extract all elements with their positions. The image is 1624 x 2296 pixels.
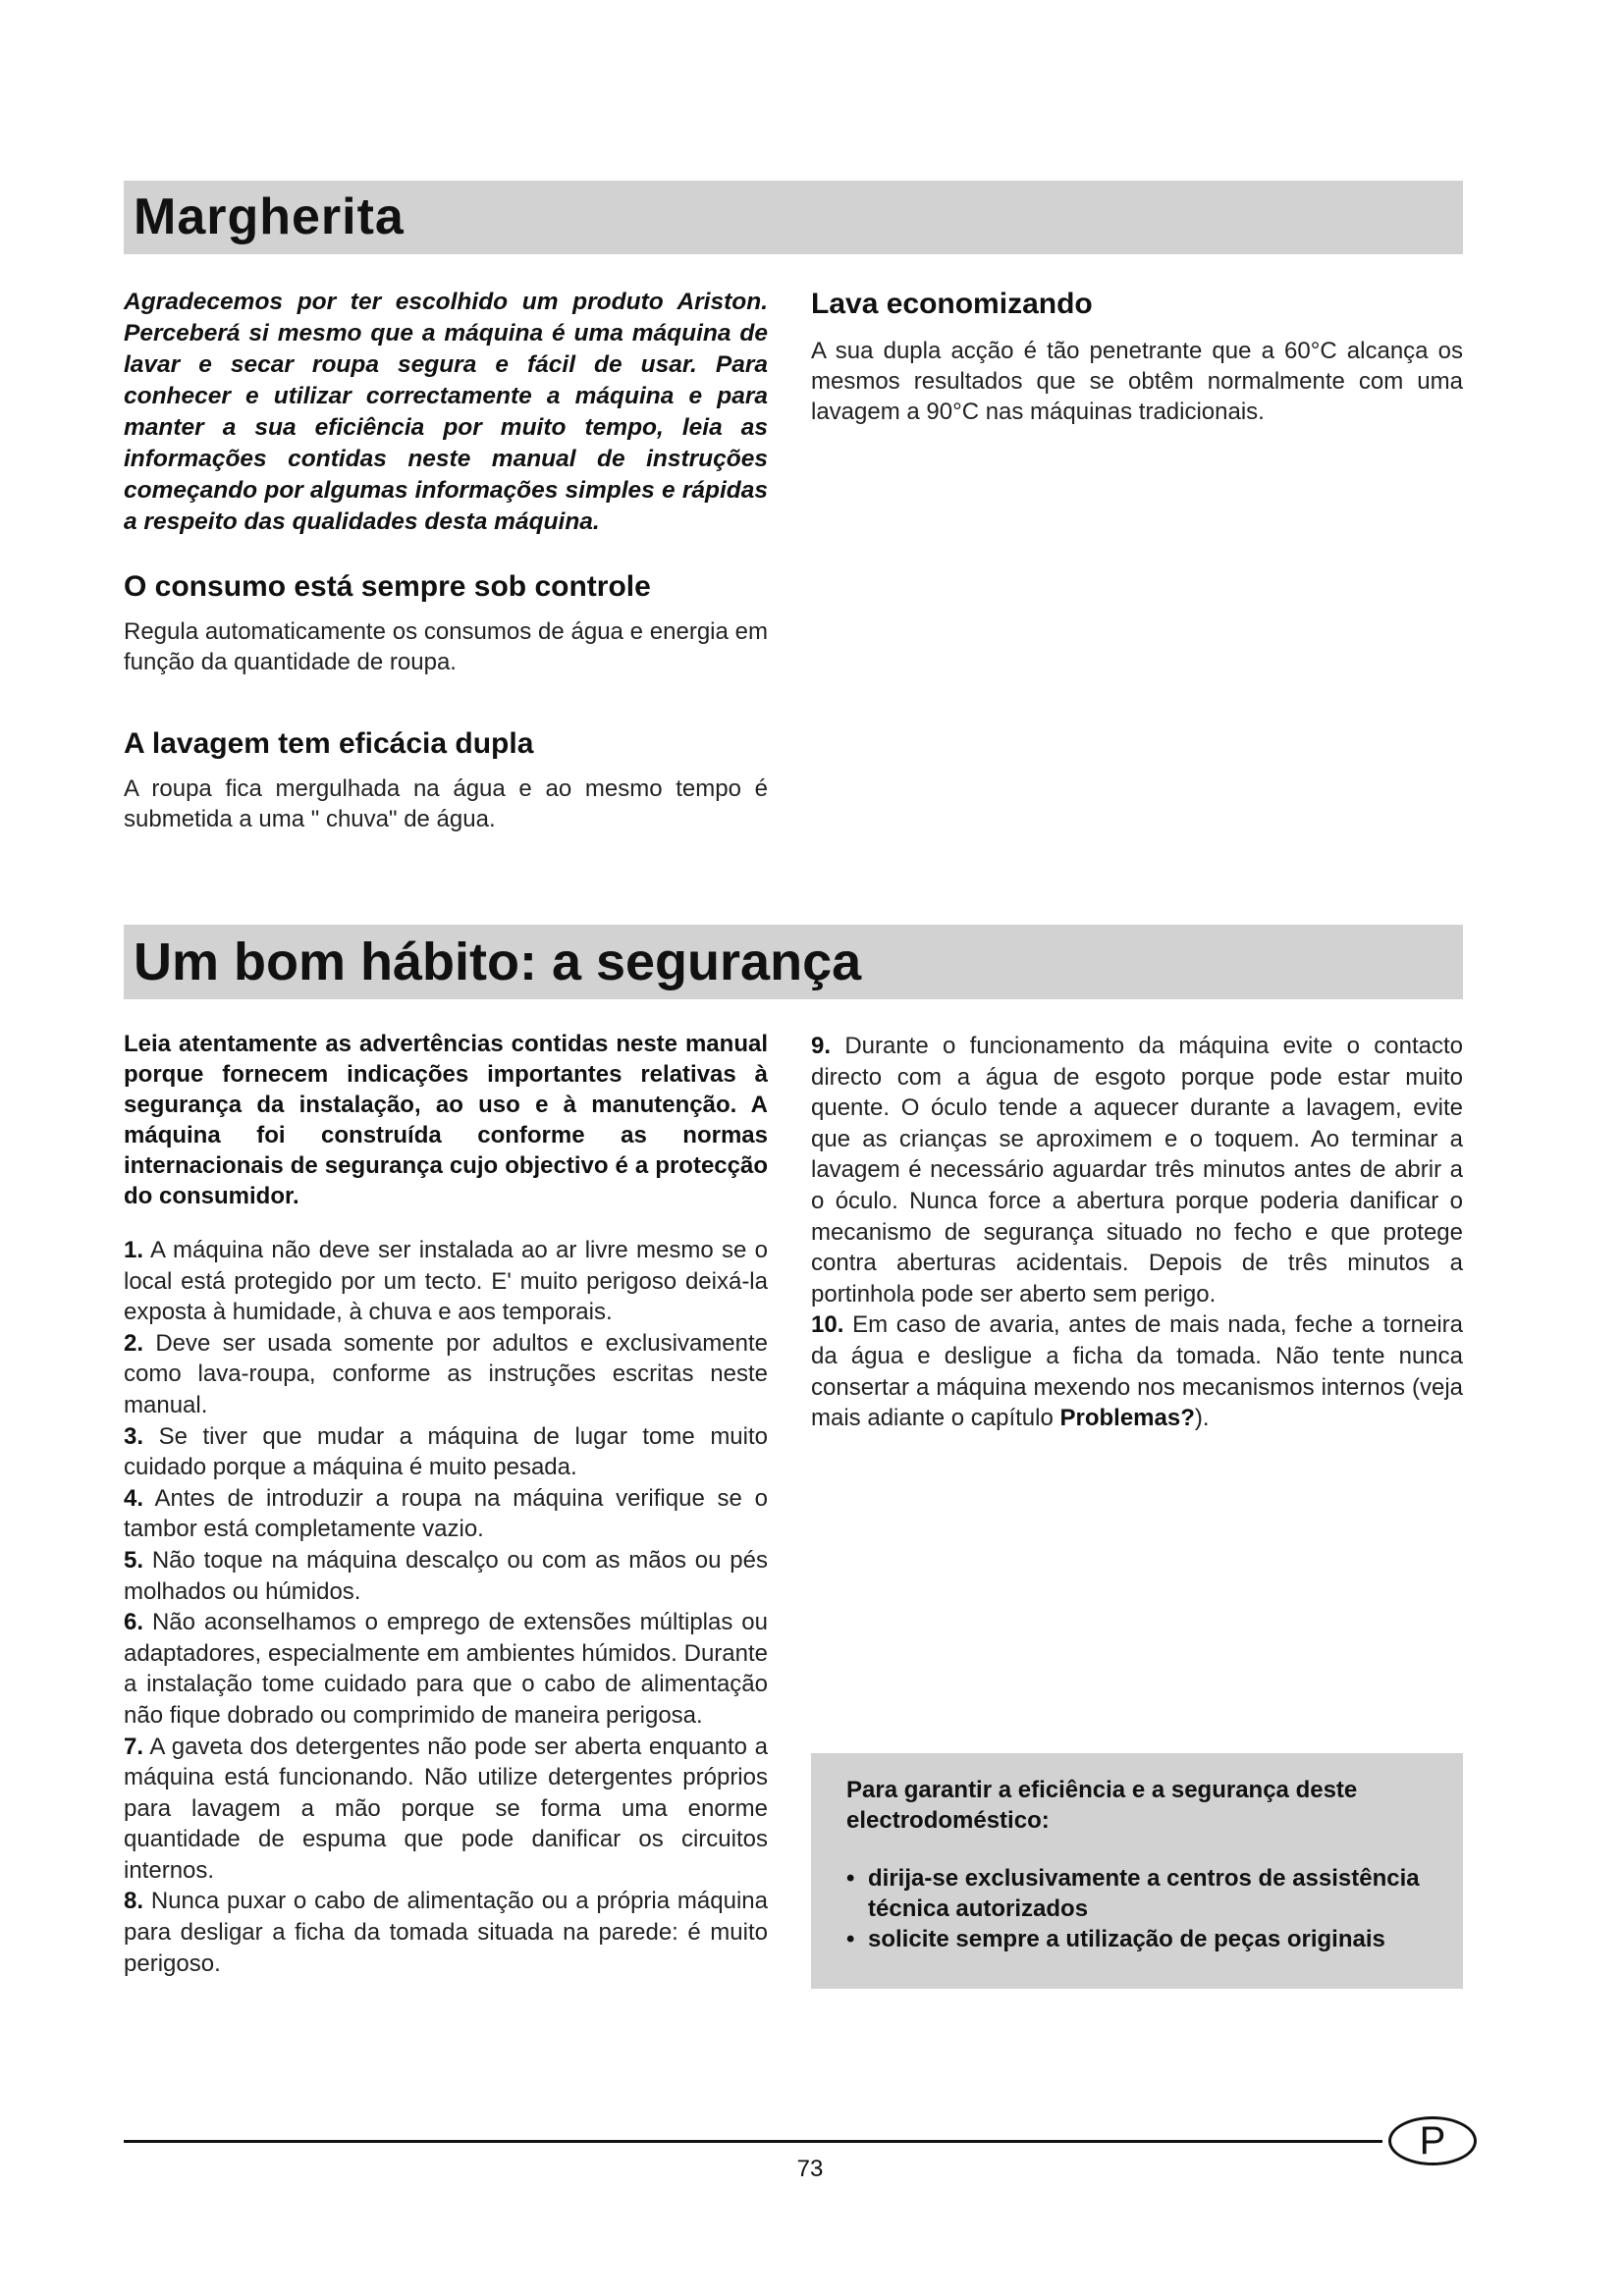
safety-right-column	[811, 1031, 1463, 1434]
lavagem-text: A roupa fica mergulhada na água e ao mesmo tempo é submetida a uma " chuva" de água.	[124, 775, 768, 832]
consumo-heading: O consumo está sempre sob controle	[124, 570, 651, 603]
page-number: 73	[796, 2156, 824, 2182]
section-title-bar	[124, 181, 1463, 254]
list-item: • dirija-se exclusivamente a centros de assistência técnica autorizados	[846, 1865, 1420, 1922]
problemas-reference: Problemas?	[1059, 1405, 1195, 1432]
lavagem-heading: A lavagem tem eficácia dupla	[124, 727, 534, 760]
list-item: • solicite sempre a utilização de peças originais	[846, 1926, 1385, 1952]
language-badge: P	[1388, 2116, 1477, 2165]
list-item: 7. A gaveta dos detergentes não pode ser aberta enquanto a máquina está funcionando. Não utilize detergentes próprios para lavagem a mão porque se forma uma enorme quantidade de espuma que pode danificar os circuitos internos.	[124, 1733, 768, 1884]
footer-divider	[124, 2140, 1382, 2143]
list-item: 9. Durante o funcionamento da máquina evite o contacto directo com a água de esgoto porque pode estar muito quente. O óculo tende a aquecer durante a lavagem, evite que as crianças se aproximem e o toquem. Ao terminar a lavagem é necessário aguardar três minutos antes de abrir a o óculo. Nunca force a abertura porque poderia danificar o mecanismo de segurança situado no fecho e que protege contra aberturas acidentais. Depois de três minutos a portinhola pode ser aberto sem perigo.	[811, 1033, 1464, 1308]
notice-list	[846, 1863, 1428, 1954]
section-title: Um bom hábito: a segurança	[134, 933, 862, 991]
safety-left-column	[124, 1029, 768, 1979]
intro-block	[124, 287, 768, 538]
bullet-icon: •	[846, 1926, 855, 1952]
list-item: 10. Em caso de avaria, antes de mais nada, feche a torneira da água e desligue a ficha da tomada. Não tente nunca consertar a máquina mexendo nos mecanismos internos (veja mais adiante o capítulo Problemas?).	[811, 1311, 1463, 1432]
intro-text: Agradecemos por ter escolhido um produto Ariston. Perceberá si mesmo que a máquina é uma máquina de lavar e secar roupa segura e fácil de usar. Para conhecer e utilizar correctamente a máquina e para manter a sua eficiência por muito tempo, leia as informações contidas neste manual de instruções começando por algumas informações simples e rápidas a respeito das qualidades desta máquina.	[124, 289, 768, 535]
safety-notice-box	[811, 1753, 1463, 1989]
safety-intro: Leia atentamente as advertências contidas neste manual porque fornecem indicações importantes relativas à segurança da instalação, ao uso e à manutenção. A máquina foi construída conforme as normas internacionais de segurança cujo objectivo é a protecção do consumidor.	[124, 1031, 768, 1209]
list-item: 1. A máquina não deve ser instalada ao ar livre mesmo se o local está protegido por um tecto. E' muito perigoso deixá-la exposta à humidade, à chuva e aos temporais.	[124, 1237, 768, 1326]
list-item: 6. Não aconselhamos o emprego de extensões múltiplas ou adaptadores, especialmente em ambientes húmidos. Durante a instalação tome cuidado para que o cabo de alimentação não fique dobrado ou comprimido de maneira perigosa.	[124, 1609, 768, 1729]
list-item: 8. Nunca puxar o cabo de alimentação ou a própria máquina para desligar a ficha da tomada situada na parede: é muito perigoso.	[124, 1888, 768, 1977]
notice-heading: Para garantir a eficiência e a segurança deste electrodoméstico:	[846, 1777, 1358, 1834]
bullet-icon: •	[846, 1865, 855, 1892]
list-item: 5. Não toque na máquina descalço ou com as mãos ou pés molhados ou húmidos.	[124, 1546, 768, 1605]
list-item: 3. Se tiver que mudar a máquina de lugar tome muito cuidado porque a máquina é muito pesada.	[124, 1422, 769, 1481]
economizando-block	[811, 287, 1463, 427]
economizando-text: A sua dupla acção é tão penetrante que a 60°C alcança os mesmos resultados que se obtêm normalmente com uma lavagem a 90°C nas máquinas tradicionais.	[811, 338, 1463, 425]
consumo-text: Regula automaticamente os consumos de água e energia em função da quantidade de roupa.	[124, 618, 768, 675]
section-title: Margherita	[134, 188, 405, 245]
list-item: 4. Antes de introduzir a roupa na máquina verifique se o tambor está completamente vazio.	[124, 1484, 769, 1543]
list-item: 2. Deve ser usada somente por adultos e exclusivamente como lava-roupa, conforme as instruções escritas neste manual.	[124, 1329, 768, 1418]
lavagem-block	[124, 726, 768, 834]
consumo-block	[124, 569, 768, 677]
economizando-heading: Lava economizando	[811, 288, 1093, 320]
section-title-bar	[124, 925, 1463, 999]
